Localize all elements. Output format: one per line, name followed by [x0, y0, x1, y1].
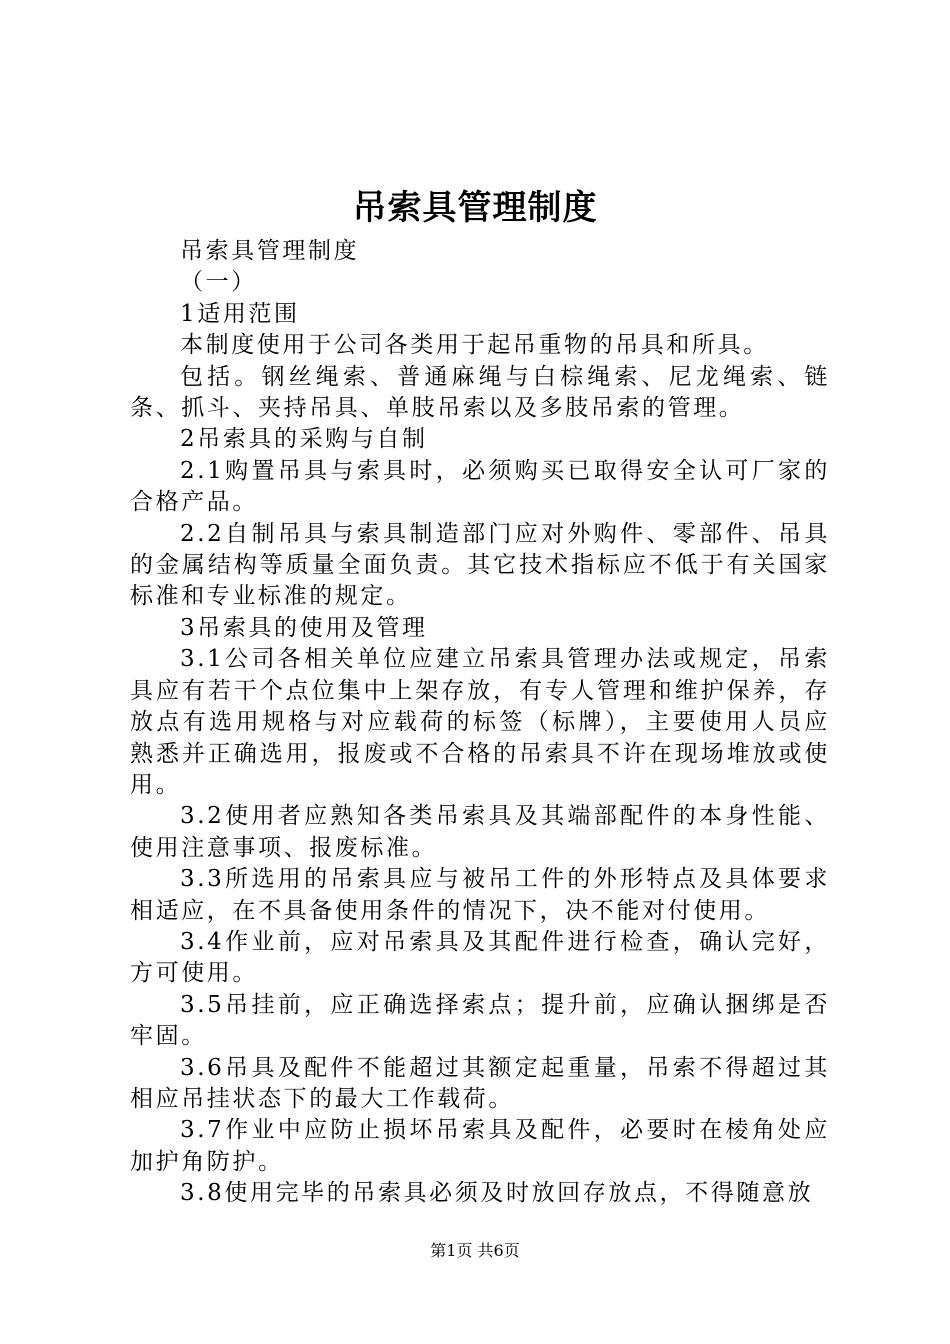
paragraph: 3.6吊具及配件不能超过其额定起重量，吊索不得超过其相应吊挂状态下的最大工作载荷。: [130, 1054, 830, 1112]
paragraph: 3.1公司各相关单位应建立吊索具管理办法或规定，吊索具应有若干个点位集中上架存放，有专人管理和维护保养，存放点有选用规格与对应载荷的标签（标牌），主要使用人员应熟悉并正确选用，报废或不合格的吊索具不许在现场堆放或使用。: [130, 646, 830, 798]
paragraph: 2.2自制吊具与索具制造部门应对外购件、零部件、吊具的金属结构等质量全面负责。其它技术指标应不低于有关国家标准和专业标准的规定。: [130, 520, 830, 610]
section-heading: 2吊索具的采购与自制: [180, 426, 428, 453]
page-footer: 第1页 共6页: [430, 1241, 520, 1260]
section-heading: 1适用范围: [180, 300, 300, 327]
paragraph: 3.2使用者应熟知各类吊索具及其端部配件的本身性能、使用注意事项、报废标准。: [130, 803, 830, 861]
paragraph: 本制度使用于公司各类用于起吊重物的吊具和所具。: [180, 332, 769, 359]
paragraph: 3.3所选用的吊索具应与被吊工件的外形特点及具体要求相适应，在不具备使用条件的情况下，决不能对付使用。: [130, 866, 830, 924]
paragraph: 吊索具管理制度: [180, 238, 360, 264]
paragraph: 3.7作业中应防止损坏吊索具及配件，必要时在棱角处应加护角防护。: [130, 1117, 830, 1175]
paragraph: 2.1购置吊具与索具时，必须购买已取得安全认可厂家的合格产品。: [130, 457, 830, 516]
document-body: [130, 236, 830, 1210]
document-title: 吊索具管理制度: [352, 188, 598, 228]
paragraph: 3.5吊挂前，应正确选择索点；提升前，应确认捆绑是否牢固。: [130, 991, 830, 1050]
paragraph: （一）: [180, 269, 257, 296]
paragraph: 3.8使用完毕的吊索具必须及时放回存放点，不得随意放: [180, 1180, 814, 1207]
section-heading: 3吊索具的使用及管理: [180, 614, 428, 641]
paragraph: 3.4作业前，应对吊索具及其配件进行检查，确认完好，方可使用。: [130, 928, 830, 987]
paragraph: 包括。钢丝绳索、普通麻绳与白棕绳索、尼龙绳索、链条、抓斗、夹持吊具、单肢吊索以及多肢吊索的管理。: [130, 363, 830, 422]
